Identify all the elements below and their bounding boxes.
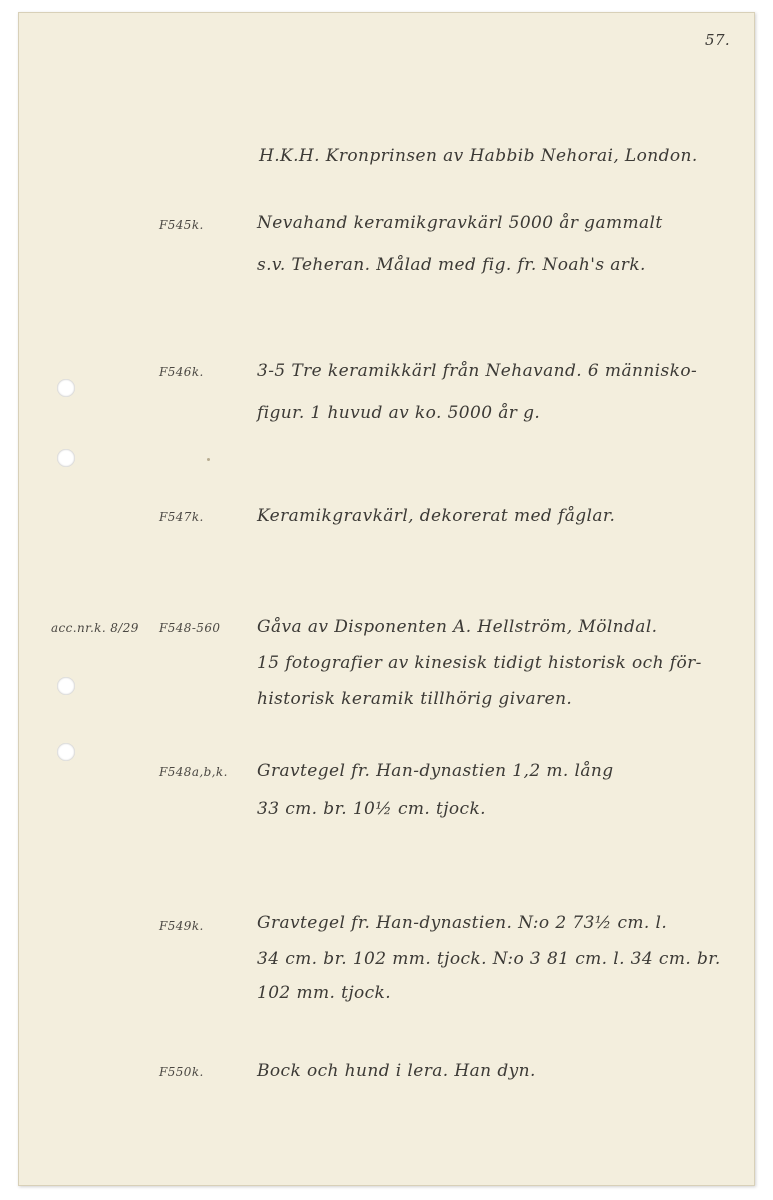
entry-line: 33 cm. br. 10½ cm. tjock. — [257, 799, 486, 819]
punch-hole — [57, 449, 75, 467]
punch-hole — [57, 677, 75, 695]
entry-line: Gåva av Disponenten A. Hellström, Mölndal. — [257, 617, 658, 637]
donor-header: H.K.H. Kronprinsen av Habbib Nehorai, London. — [259, 146, 698, 166]
entry-line: Keramikgravkärl, dekorerat med fåglar. — [257, 506, 616, 526]
entry-line: 34 cm. br. 102 mm. tjock. N:o 3 81 cm. l. 34 cm. br. — [257, 949, 721, 969]
entry-line: s.v. Teheran. Målad med fig. fr. Noah's ark. — [257, 255, 646, 275]
catalog-number: F549k. — [159, 919, 204, 933]
catalog-number: F547k. — [159, 510, 204, 524]
punch-hole — [57, 379, 75, 397]
catalog-number: F548-560 — [159, 621, 221, 635]
entry-line: figur. 1 huvud av ko. 5000 år g. — [257, 403, 541, 423]
accession-note: acc.nr.k. 8/29 — [51, 621, 139, 635]
paper-speck — [207, 458, 210, 461]
ledger-page — [18, 12, 755, 1186]
entry-line: 3-5 Tre keramikkärl från Nehavand. 6 människo- — [257, 361, 698, 381]
entry-line: 15 fotografier av kinesisk tidigt historisk och för- — [257, 653, 702, 673]
entry-line: Bock och hund i lera. Han dyn. — [257, 1061, 536, 1081]
entry-line: Gravtegel fr. Han-dynastien. N:o 2 73½ cm. l. — [257, 913, 668, 933]
page-number: 57. — [705, 31, 731, 49]
catalog-number: F548a,b,k. — [159, 765, 228, 779]
entry-line: Gravtegel fr. Han-dynastien 1,2 m. lång — [257, 761, 614, 781]
entry-line: 102 mm. tjock. — [257, 983, 392, 1003]
punch-hole — [57, 743, 75, 761]
entry-line: Nevahand keramikgravkärl 5000 år gammalt — [257, 213, 663, 233]
entry-line: historisk keramik tillhörig givaren. — [257, 689, 573, 709]
catalog-number: F550k. — [159, 1065, 204, 1079]
catalog-number: F546k. — [159, 365, 204, 379]
catalog-number: F545k. — [159, 218, 204, 232]
